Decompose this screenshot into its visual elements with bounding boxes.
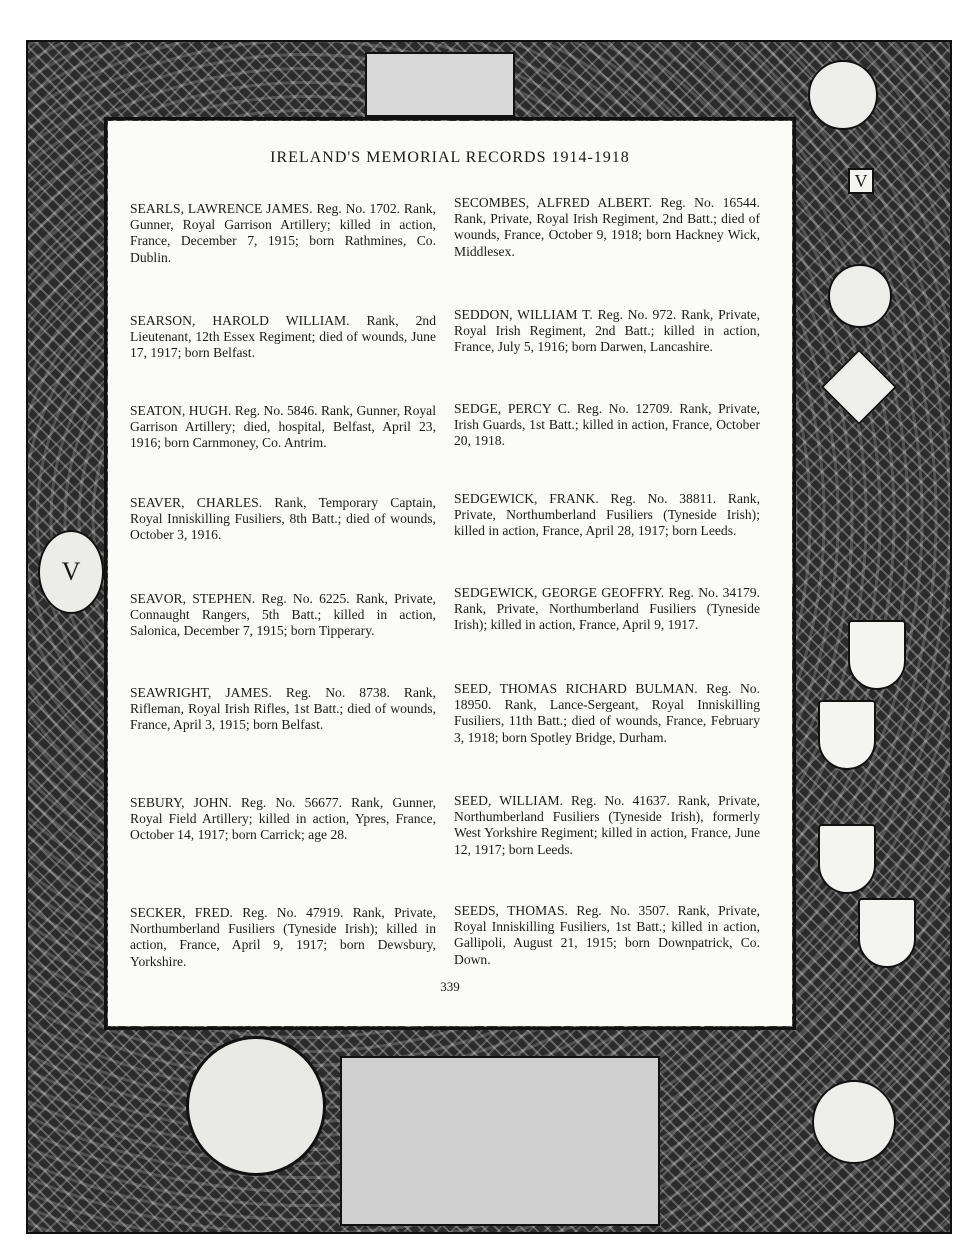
memorial-entry: SEBURY, JOHN. Reg. No. 56677. Rank, Gunner, Royal Field Artillery; killed in action, Ypres, France, October 14, 1917; born Carrick; age 28. [130, 795, 436, 843]
memorial-entry: SECKER, FRED. Reg. No. 47919. Rank, Private, Northumberland Fusiliers (Tyneside Irish); killed in action, France, April 9, 1917; born Dewsbury, Yorkshire. [130, 905, 436, 969]
page-title: IRELAND'S MEMORIAL RECORDS 1914-1918 [270, 149, 630, 166]
soldiers-silhouette-scene [340, 1056, 660, 1226]
memorial-entry: SEDGE, PERCY C. Reg. No. 12709. Rank, Private, Irish Guards, 1st Batt.; killed in action, France, October 20, 1918. [454, 401, 760, 449]
memorial-entry: SEED, WILLIAM. Reg. No. 41637. Rank, Private, Northumberland Fusiliers (Tyneside Irish), formerly West Yorkshire Regiment; killed in action, France, June 12, 1917; born Leeds. [454, 793, 760, 857]
crown-badge-emblem [808, 60, 878, 130]
memorial-entry: SEARSON, HAROLD WILLIAM. Rank, 2nd Lieutenant, 12th Essex Regiment; died of wounds, June 17, 1917; born Belfast. [130, 313, 436, 361]
memorial-entry: SECOMBES, ALFRED ALBERT. Reg. No. 16544. Rank, Private, Royal Irish Regiment, 2nd Batt.; died of wounds, France, October 9, 1918; born Hackney Wick, Middlesex. [454, 195, 760, 259]
memorial-entry: SEAWRIGHT, JAMES. Reg. No. 8738. Rank, Rifleman, Royal Irish Rifles, 1st Batt.; died of wounds, France, April 3, 1915; born Belfast. [130, 685, 436, 733]
memorial-entry: SEARLS, LAWRENCE JAMES. Reg. No. 1702. Rank, Gunner, Royal Garrison Artillery; killed in action, France, December 7, 1915; born Rathmines, Co. Dublin. [130, 201, 436, 265]
memorial-entry: SEDGEWICK, GEORGE GEOFFRY. Reg. No. 34179. Rank, Private, Northumberland Fusiliers (Tyneside Irish); killed in action, France, April 9, 1917. [454, 585, 760, 633]
memorial-entry: SEATON, HUGH. Reg. No. 5846. Rank, Gunner, Royal Garrison Artillery; died, hospital, Belfast, April 23, 1916; born Carnmoney, Co. Antrim. [130, 403, 436, 451]
cross-shield-emblem [848, 620, 906, 690]
memorial-entry: SEAVER, CHARLES. Rank, Temporary Captain, Royal Inniskilling Fusiliers, 8th Batt.; died of wounds, October 3, 1916. [130, 495, 436, 543]
harp-shield-emblem [818, 824, 876, 894]
regiment-letter-emblem [848, 168, 874, 194]
memorial-text-panel [108, 121, 792, 1026]
regiment-letter: V [854, 171, 868, 191]
memorial-entry: SEDGEWICK, FRANK. Reg. No. 38811. Rank, Private, Northumberland Fusiliers (Tyneside Irish); killed in action, France, April 28, 1917; born Leeds. [454, 491, 760, 539]
memorial-entry: SEEDS, THOMAS. Reg. No. 3507. Rank, Private, Royal Inniskilling Fusiliers, 1st Batt.; killed in action, Gallipoli, August 21, 1915; born Downpatrick, Co. Down. [454, 903, 760, 967]
harp-oval-emblem [38, 530, 104, 614]
harp-letter: V [61, 557, 81, 586]
memorial-entry: SEED, THOMAS RICHARD BULMAN. Reg. No. 18950. Rank, Lance-Sergeant, Royal Inniskilling Fusiliers, 11th Batt.; died of wounds, France, February 3, 1918; born Spotley Bridge, Durham. [454, 681, 760, 745]
page-number: 339 [440, 979, 460, 994]
kangaroo-medallion-emblem [186, 1036, 326, 1176]
castle-badge-emblem [812, 1080, 896, 1164]
crowns-shield-emblem [818, 700, 876, 770]
memorial-entry: SEDDON, WILLIAM T. Reg. No. 972. Rank, Private, Royal Irish Regiment, 2nd Batt.; killed in action, France, July 5, 1916; born Darwen, Lancashire. [454, 307, 760, 355]
order-star-emblem [828, 264, 892, 328]
battle-scene-emblem [365, 52, 515, 117]
memorial-entry: SEAVOR, STEPHEN. Reg. No. 6225. Rank, Private, Connaught Rangers, 5th Batt.; killed in action, Salonica, December 7, 1915; born Tipperary. [130, 591, 436, 639]
hand-shield-emblem [858, 898, 916, 968]
